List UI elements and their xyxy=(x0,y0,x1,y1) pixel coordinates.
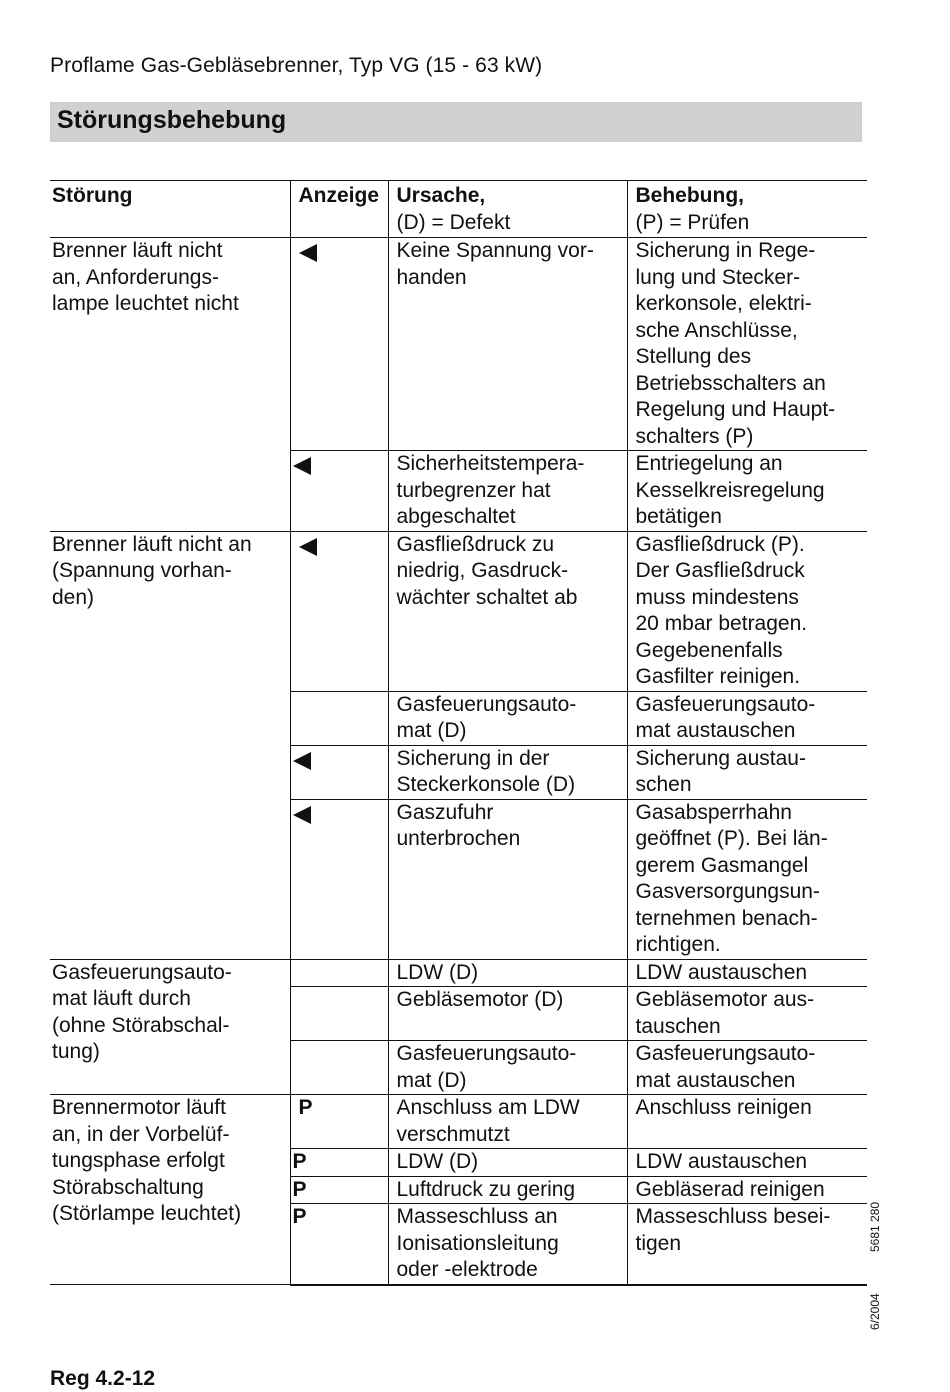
indicator-p: P xyxy=(292,1177,307,1201)
column-header-anzeige: Anzeige xyxy=(290,181,388,238)
cell-behebung: Gebläserad reinigen xyxy=(627,1176,867,1204)
arrow-left-icon xyxy=(293,752,311,770)
cell-anzeige xyxy=(290,1149,388,1177)
indicator-p: P xyxy=(292,1150,307,1173)
cell-stoerung: Brennermotor läuft an, in der Vorbelüf- tungsphase erfolgt Störabschaltung (Störlampe leuchtet) xyxy=(50,1095,290,1285)
cell-ursache: Anschluss am LDW verschmutzt xyxy=(388,1095,627,1149)
cell-ursache: Gasfeuerungsauto- mat (D) xyxy=(388,691,627,745)
troubleshooting-table xyxy=(50,180,867,1286)
cell-anzeige xyxy=(290,987,388,1041)
cell-ursache: Sicherung in der Steckerkonsole (D) xyxy=(388,745,627,799)
cell-behebung: LDW austauschen xyxy=(627,959,867,987)
cell-behebung: LDW austauschen xyxy=(627,1149,867,1177)
cell-behebung: Anschluss reinigen xyxy=(627,1095,867,1149)
cell-behebung: Gebläsemotor aus- tauschen xyxy=(627,987,867,1041)
table-row xyxy=(50,531,867,691)
cell-behebung: Sicherung in Rege- lung und Stecker- kerkonsole, elektri- sche Anschlüsse, Stellung des Betriebsschalters an Regelung und Haupt- schalters (P) xyxy=(627,238,867,451)
cell-anzeige xyxy=(290,238,388,451)
cell-anzeige xyxy=(290,1041,388,1095)
arrow-left-icon xyxy=(299,244,317,262)
cell-behebung: Gasfeuerungsauto- mat austauschen xyxy=(627,1041,867,1095)
cell-ursache: Keine Spannung vor- handen xyxy=(388,238,627,451)
cell-stoerung: Brenner läuft nicht an (Spannung vorhan- den) xyxy=(50,531,290,959)
column-header-stoerung: Störung xyxy=(50,181,290,238)
column-header-behebung: Behebung, (P) = Prüfen xyxy=(627,181,867,238)
cell-stoerung: Gasfeuerungsauto- mat läuft durch (ohne Störabschal- tung) xyxy=(50,959,290,1095)
cell-behebung: Gasfeuerungsauto- mat austauschen xyxy=(627,691,867,745)
cell-ursache: Masseschluss an Ionisationsleitung oder -elektrode xyxy=(388,1204,627,1285)
cell-ursache: Gasfeuerungsauto- mat (D) xyxy=(388,1041,627,1095)
section-title-bar xyxy=(50,102,862,142)
cell-anzeige xyxy=(290,1095,388,1149)
cell-stoerung: Brenner läuft nicht an, Anforderungs- lampe leuchtet nicht xyxy=(50,238,290,532)
cell-anzeige xyxy=(290,451,388,532)
cell-anzeige xyxy=(290,691,388,745)
cell-ursache: Sicherheitstempera- turbegrenzer hat abgeschaltet xyxy=(388,451,627,532)
table-row xyxy=(50,959,867,987)
section-title: Störungsbehebung xyxy=(57,106,287,134)
page-footer: Reg 4.2-12 xyxy=(50,1367,156,1390)
cell-ursache: Luftdruck zu gering xyxy=(388,1176,627,1204)
cell-behebung: Gasabsperrhahn geöffnet (P). Bei län- gerem Gasmangel Gasversorgungsun- ternehmen benach- richtigen. xyxy=(627,799,867,959)
indicator-p: P xyxy=(292,1205,307,1228)
table-header-row xyxy=(50,181,867,238)
document-header: Proflame Gas-Gebläsebrenner, Typ VG (15 - 63 kW) xyxy=(50,54,543,77)
cell-behebung: Masseschluss besei- tigen xyxy=(627,1204,867,1285)
document-code: 5681 280 xyxy=(868,1201,882,1252)
arrow-left-icon xyxy=(299,538,317,556)
cell-behebung: Sicherung austau- schen xyxy=(627,745,867,799)
cell-ursache: Gebläsemotor (D) xyxy=(388,987,627,1041)
cell-behebung: Entriegelung an Kesselkreisregelung betätigen xyxy=(627,451,867,532)
cell-anzeige xyxy=(290,799,388,959)
cell-anzeige xyxy=(290,531,388,691)
cell-ursache: Gasfließdruck zu niedrig, Gasdruck- wächter schaltet ab xyxy=(388,531,627,691)
table-row xyxy=(50,238,867,451)
cell-anzeige xyxy=(290,959,388,987)
table-row xyxy=(50,1095,867,1149)
cell-ursache: LDW (D) xyxy=(388,959,627,987)
cell-behebung: Gasfließdruck (P). Der Gasfließdruck muss mindestens 20 mbar betragen. Gegebenenfalls Gasfilter reinigen. xyxy=(627,531,867,691)
arrow-left-icon xyxy=(293,806,311,824)
cell-ursache: Gaszufuhr unterbrochen xyxy=(388,799,627,959)
arrow-left-icon xyxy=(293,457,311,475)
cell-anzeige xyxy=(290,1204,388,1285)
cell-anzeige xyxy=(290,1176,388,1204)
cell-anzeige xyxy=(290,745,388,799)
document-date: 6/2004 xyxy=(868,1293,882,1330)
cell-ursache: LDW (D) xyxy=(388,1149,627,1177)
column-header-ursache: Ursache, (D) = Defekt xyxy=(388,181,627,238)
indicator-p: P xyxy=(298,1096,313,1119)
